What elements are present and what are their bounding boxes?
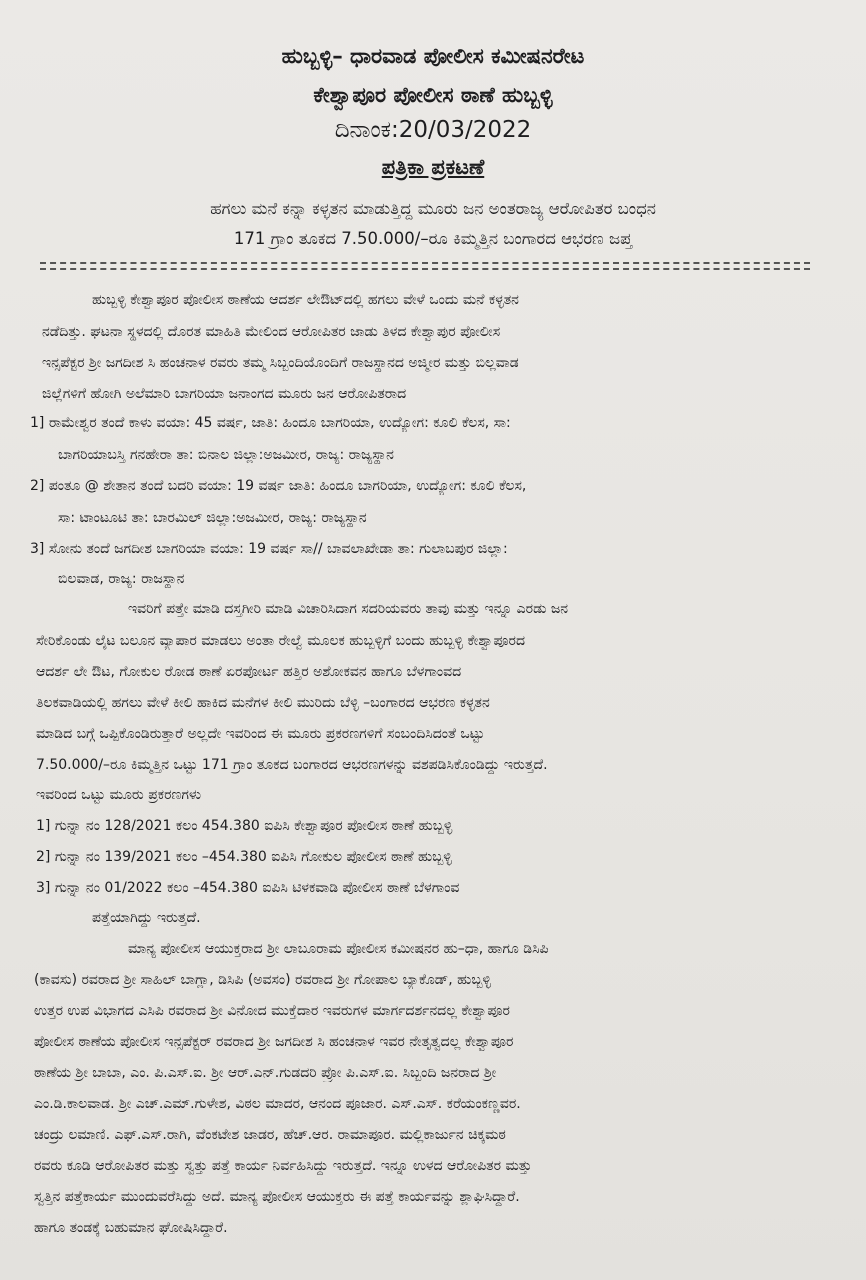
accused-item: 1] ರಾಮೇಶ್ವರ ತಂದೆ ಕಾಳು ವಯಾ: 45 ವರ್ಷ, ಜಾತಿ: ಹಿಂದೂ ಬಾಗರಿಯಾ, ಉದ್ಯೋಗ: ಕೂಲಿ ಕೆಲಸ, ಸಾ: [30, 415, 511, 431]
body-line: ಇನ್ಸಪೆಕ್ಟರ ಶ್ರೀ ಜಗದೀಶ ಸಿ ಹಂಚನಾಳ ರವರು ತಮ್ಮ ಸಿಬ್ಬಂದಿಯೊಂದಿಗೆ ರಾಜಸ್ಥಾನದ ಅಜ್ಮೀರ ಮತ್ತು ಬಿಲ್ಲವಾಡ [42, 355, 519, 371]
body-line: ಠಾಣೆಯ ಶ್ರೀ ಬಾಬಾ, ಎಂ. ಪಿ.ಎಸ್.ಐ. ಶ್ರೀ ಆರ್.ಎನ್.ಗುಡದರಿ ಪ್ರೋ ಪಿ.ಎಸ್.ಐ. ಸಿಬ್ಬಂದಿ ಜನರಾದ ಶ್ರೀ [34, 1065, 497, 1081]
body-line: ಆದರ್ಶ ಲೇ ಔಟ, ಗೋಕುಲ ರೋಡ ಠಾಣೆ ಏರಪೋರ್ಟ ಹತ್ತಿರ ಅಶೋಕವನ ಹಾಗೂ ಬೆಳಗಾಂವದ [36, 664, 462, 680]
body-line: ಚಂದ್ರು ಲಮಾಣಿ. ಎಫ್.ಎಸ್.ರಾಗಿ, ವೆಂಕಟೇಶ ಜಾಡರ, ಹೆಚ್.ಆರ. ರಾಮಾಪೂರ. ಮಲ್ಲಿಕಾರ್ಜುನ ಚಿಕ್ಕಮಠ [34, 1127, 506, 1143]
body-line: ತಿಲಕವಾಡಿಯಲ್ಲಿ ಹಗಲು ವೇಳೆ ಕೀಲಿ ಹಾಕಿದ ಮನೆಗಳ ಕೀಲಿ ಮುರಿದು ಬೆಳ್ಳಿ –ಬಂಗಾರದ ಆಭರಣ ಕಳ್ಳತನ [36, 695, 490, 711]
body-line: ಹುಬ್ಬಳ್ಳಿ ಕೇಶ್ವಾಪೂರ ಪೋಲೀಸ ಠಾಣೆಯ ಆದರ್ಶ ಲೇಔಟ್‌ದಲ್ಲಿ ಹಗಲು ವೇಳೆ ಒಂದು ಮನೆ ಕಳ್ಳತನ [92, 292, 519, 308]
accused-item: 2] ಪಂತೂ @ ಶೇತಾನ ತಂದೆ ಬದರಿ ವಯಾ: 19 ವರ್ಷ ಜಾತಿ: ಹಿಂದೂ ಬಾಗರಿಯಾ, ಉದ್ಯೋಗ: ಕೂಲಿ ಕೆಲಸ, [30, 478, 527, 494]
case-item: 2] ಗುನ್ನಾ ನಂ 139/2021 ಕಲಂ –454.380 ಐಪಿಸಿ ಗೋಕುಲ ಪೋಲೀಸ ಠಾಣೆ ಹುಬ್ಬಳ್ಳಿ [36, 849, 452, 865]
body-line: ರವರು ಕೂಡಿ ಆರೋಪಿತರ ಮತ್ತು ಸ್ವತ್ತು ಪತ್ತೆ ಕಾರ್ಯ ನಿರ್ವಹಿಸಿದ್ದು ಇರುತ್ತದೆ. ಇನ್ನೂ ಉಳದ ಆರೋಪಿತರ ಮತ್ತು [34, 1158, 532, 1174]
case-item: 3] ಗುನ್ನಾ ನಂ 01/2022 ಕಲಂ –454.380 ಐಪಿಸಿ ಟಿಳಕವಾಡಿ ಪೋಲೀಸ ಠಾಣೆ ಬೆಳಗಾಂವ [36, 880, 460, 896]
body-line: ಇವರಿಗೆ ಪತ್ತೇ ಮಾಡಿ ದಸ್ತಗೀರಿ ಮಾಡಿ ವಿಚಾರಿಸಿದಾಗ ಸದರಿಯವರು ತಾವು ಮತ್ತು ಇನ್ನೂ ಎರಡು ಜನ [128, 601, 569, 617]
accused-item-detail: ಬಿಲವಾಡ, ರಾಜ್ಯ: ರಾಜಸ್ಥಾನ [58, 571, 185, 587]
body-line: ಎಂ.ಡಿ.ಕಾಲವಾಡ. ಶ್ರೀ ಎಚ್.ಎಮ್.ಗುಳೇಶ, ವಿಠಲ ಮಾದರ, ಆನಂದ ಪೂಜಾರ. ಎಸ್.ಎಸ್. ಕರೆಯಂಕಣ್ಣವರ. [34, 1096, 521, 1112]
body-line: ಸ್ವತ್ತಿನ ಪತ್ತೆಕಾರ್ಯ ಮುಂದುವರೆಸಿದ್ದು ಅದೆ. ಮಾನ್ಯ ಪೋಲೀಸ ಆಯುಕ್ತರು ಈ ಪತ್ತೆ ಕಾರ್ಯವನ್ನು ಶ್ಲಾಘಿಸಿದ್ದಾರೆ. [34, 1189, 520, 1205]
body-line: ಉತ್ತರ ಉಪ ವಿಭಾಗದ ಎಸಿಪಿ ರವರಾದ ಶ್ರೀ ವಿನೋದ ಮುಕ್ತೆದಾರ ಇವರುಗಳ ಮಾರ್ಗದರ್ಶನದಲ್ಲ ಕೇಶ್ವಾಪೂರ [34, 1003, 510, 1019]
header-police-station: ಕೇಶ್ವಾಪೂರ ಪೋಲೀಸ ಠಾಣೆ ಹುಬ್ಬಳ್ಳಿ [313, 83, 553, 107]
accused-item-detail: ಬಾಗರಿಯಾಬಸ್ತಿ ಗನಹೇರಾ ತಾ: ಬಿನಾಲ ಜಿಲ್ಲಾ:ಅಜಮೀರ, ರಾಜ್ಯ: ರಾಜ್ಯಸ್ಥಾನ [58, 447, 394, 463]
headline-line-2: 171 ಗ್ರಾಂ ತೂಕದ 7.50.000/–ರೂ ಕಿಮ್ಮತ್ತಿನ ಬಂಗಾರದ ಆಭರಣ ಜಪ್ತ [233, 229, 633, 248]
separator-line [40, 262, 810, 270]
body-line: ಜಿಲ್ಲೆಗಳಿಗೆ ಹೋಗಿ ಅಲೆಮಾರಿ ಬಾಗರಿಯಾ ಜನಾಂಗದ ಮೂರು ಜನ ಆರೋಪಿತರಾದ [42, 386, 407, 402]
accused-item-detail: ಸಾ: ಟಾಂಟೂಟಿ ತಾ: ಬಾರಮಿಲ್ ಜಿಲ್ಲಾ:ಅಜಮೀರ, ರಾಜ್ಯ: ರಾಜ್ಯಸ್ಥಾನ [58, 510, 367, 526]
body-line: (ಕಾವಸು) ರವರಾದ ಶ್ರೀ ಸಾಹಿಲ್ ಬಾಗ್ಲಾ, ಡಿಸಿಪಿ (ಅವಸಂ) ರವರಾದ ಶ್ರೀ ಗೋಪಾಲ ಬ್ಯಾಕೊಡ್, ಹುಬ್ಬಳ್ಳಿ [34, 972, 491, 988]
accused-item: 3] ಸೋನು ತಂದೆ ಜಗದೀಶ ಬಾಗರಿಯಾ ವಯಾ: 19 ವರ್ಷ ಸಾ// ಬಾವಲಾಖೇಡಾ ತಾ: ಗುಲಾಬಪುರ ಜಿಲ್ಲಾ: [30, 541, 508, 557]
case-item: 1] ಗುನ್ನಾ ನಂ 128/2021 ಕಲಂ 454.380 ಐಪಿಸಿ ಕೇಶ್ವಾಪೂರ ಪೋಲೀಸ ಠಾಣೆ ಹುಬ್ಬಳ್ಳಿ [36, 818, 453, 834]
body-line: ಪೋಲೀಸ ಠಾಣೆಯ ಪೋಲೀಸ ಇನ್ಸಪೆಕ್ಟರ್ ರವರಾದ ಶ್ರೀ ಜಗದೀಶ ಸಿ ಹಂಚನಾಳ ಇವರ ನೇತೃತ್ವದಲ್ಲ ಕೇಶ್ವಾಪೂರ [34, 1034, 514, 1050]
body-line: 7.50.000/–ರೂ ಕಿಮ್ಮತ್ತಿನ ಒಟ್ಟು 171 ಗ್ರಾಂ ತೂಕದ ಬಂಗಾರದ ಆಭರಣಗಳನ್ನು ವಶಪಡಿಸಿಕೊಂಡಿದ್ದು ಇರುತ್ತದೆ. [36, 757, 548, 773]
headline-line-1: ಹಗಲು ಮನೆ ಕನ್ನಾ ಕಳ್ಳತನ ಮಾಡುತ್ತಿದ್ದ ಮೂರು ಜನ ಅಂತರಾಜ್ಯ ಆರೋಪಿತರ ಬಂಧನ [210, 199, 656, 218]
body-line: ಪತ್ತೆಯಾಗಿದ್ದು ಇರುತ್ತದೆ. [92, 910, 201, 926]
header-commissionerate: ಹುಬ್ಬಳ್ಳಿ– ಧಾರವಾಡ ಪೋಲೀಸ ಕಮೀಷನರೇಟ [281, 44, 585, 68]
body-line: ನಡೆದಿತ್ತು. ಘಟನಾ ಸ್ಥಳದಲ್ಲಿ ದೊರತ ಮಾಹಿತಿ ಮೇಲಿಂದ ಆರೋಪಿತರ ಜಾಡು ತಿಳದ ಕೇಶ್ವಾಪುರ ಪೋಲೀಸ [42, 324, 501, 340]
header-date: ದಿನಾಂಕ:20/03/2022 [334, 117, 532, 143]
body-line: ಸೇರಿಕೊಂಡು ಲೈಟ ಬಲೂನ ವ್ಯಾಪಾರ ಮಾಡಲು ಅಂತಾ ರೇಲ್ವೆ ಮೂಲಕ ಹುಬ್ಬಳ್ಳಿಗೆ ಬಂದು ಹುಬ್ಬಳ್ಳಿ ಕೇಶ್ವಾಪೂರದ [36, 633, 525, 649]
body-line: ಹಾಗೂ ತಂಡಕ್ಕೆ ಬಹುಮಾನ ಘೋಷಿಸಿದ್ದಾರೆ. [34, 1220, 228, 1236]
body-line: ಇವರಿಂದ ಒಟ್ಟು ಮೂರು ಪ್ರಕರಣಗಳು [36, 787, 202, 803]
document-title: ಪತ್ರಿಕಾ ಪ್ರಕಟಣೆ [381, 155, 485, 179]
body-line: ಮಾನ್ಯ ಪೋಲೀಸ ಆಯುಕ್ತರಾದ ಶ್ರೀ ಲಾಬೂರಾಮ ಪೋಲೀಸ ಕಮೀಷನರ ಹು–ಧಾ, ಹಾಗೂ ಡಿಸಿಪಿ [128, 941, 549, 957]
body-line: ಮಾಡಿದ ಬಗ್ಗೆ ಒಪ್ಪಿಕೊಂಡಿರುತ್ತಾರೆ ಅಲ್ಲದೇ ಇವರಿಂದ ಈ ಮೂರು ಪ್ರಕರಣಗಳಿಗೆ ಸಂಬಂದಿಸಿದಂತೆ ಒಟ್ಟು [36, 726, 485, 742]
